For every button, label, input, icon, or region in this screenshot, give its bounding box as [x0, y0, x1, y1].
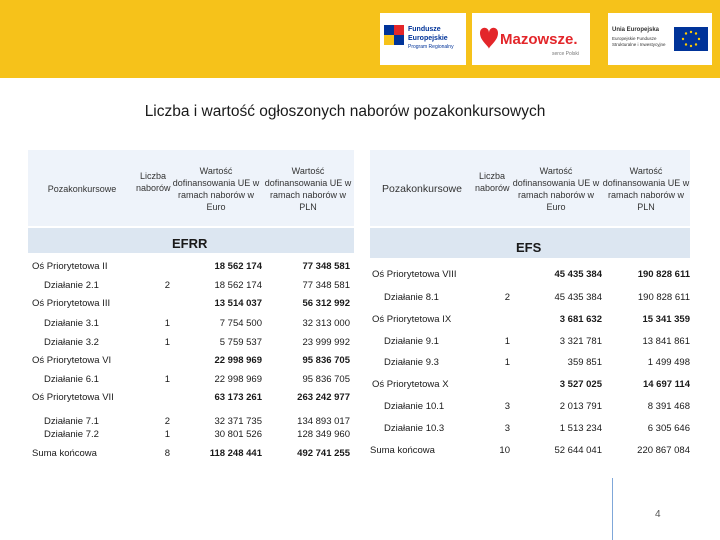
efs-row-pln: 15 341 359	[642, 314, 690, 325]
efrr-header-euro: Wartość dofinansowania UE w ramach naborów w Euro	[172, 166, 260, 212]
efrr-row-pln: 95 836 705	[302, 374, 350, 385]
efs-row-name: Działanie 9.1	[384, 336, 439, 347]
page-number: 4	[655, 509, 661, 520]
efrr-row-euro: 18 562 174	[214, 261, 262, 272]
efs-header-euro: Wartość dofinansowania UE w ramach naborów w Euro	[512, 166, 600, 212]
efs-total-euro: 52 644 041	[554, 445, 602, 456]
efrr-header-pln: Wartość dofinansowania UE w ramach naborów w PLN	[264, 166, 352, 212]
efrr-pair-name2: Działanie 7.2	[44, 429, 99, 440]
efs-row-pln: 8 391 468	[647, 401, 690, 412]
mazowsze-subtext: serce Polski	[552, 51, 579, 57]
efs-row-pln: 13 841 861	[642, 336, 690, 347]
efrr-header-liczba: Liczba naborów	[136, 171, 171, 193]
efrr-row-count: 1	[164, 318, 170, 329]
efrr-row-euro: 22 998 969	[214, 374, 262, 385]
efs-row-name: Oś Priorytetowa X	[372, 379, 449, 390]
efrr-pair-euro1: 32 371 735	[214, 416, 262, 427]
efrr-row-name: Działanie 3.2	[44, 337, 99, 348]
efs-row-count: 2	[504, 292, 510, 303]
efrr-row-euro: 63 173 261	[214, 392, 262, 403]
efrr-pair-pln2: 128 349 960	[297, 429, 350, 440]
fe-line1: Fundusze	[408, 26, 441, 33]
efrr-row-euro: 22 998 969	[214, 355, 262, 366]
mazowsze-logo	[472, 13, 590, 65]
efrr-row-pln: 56 312 992	[302, 298, 350, 309]
fe-logo-graphic	[380, 13, 466, 65]
efs-total-pln: 220 867 084	[637, 445, 690, 456]
efs-row-count: 1	[504, 336, 510, 347]
page-title: Liczba i wartość ogłoszonych naborów pozakonkursowych	[144, 103, 546, 120]
efrr-total-euro: 118 248 441	[209, 448, 262, 459]
efrr-row-count: 1	[164, 374, 170, 385]
efrr-pair-pln1: 134 893 017	[297, 416, 350, 427]
efrr-row-pln: 95 836 705	[302, 355, 350, 366]
mazowsze-logo-graphic	[472, 13, 590, 65]
efs-row-count: 1	[504, 357, 510, 368]
efrr-row-name: Oś Priorytetowa VII	[32, 392, 114, 403]
efrr-header-first: Pozakonkursowe	[47, 184, 117, 194]
efrr-row-pln: 23 999 992	[302, 337, 350, 348]
efrr-total-count: 8	[164, 448, 170, 459]
efs-row-name: Oś Priorytetowa IX	[372, 314, 452, 325]
mazowsze-text: Mazowsze.	[500, 31, 578, 48]
eu-logo-graphic	[608, 13, 712, 65]
efs-row-name: Działanie 8.1	[384, 292, 439, 303]
eu-flag-icon	[674, 27, 708, 51]
efs-row-pln: 14 697 114	[642, 379, 690, 390]
efs-row-euro: 3 527 025	[559, 379, 602, 390]
efrr-row-pln: 77 348 581	[302, 261, 350, 272]
efrr-row-count: 2	[164, 280, 170, 291]
efrr-row-pln: 32 313 000	[302, 318, 350, 329]
efs-total-count: 10	[499, 445, 510, 456]
fe-line3: Program Regionalny	[408, 44, 454, 50]
eu-logo	[608, 13, 712, 65]
efs-row-pln: 1 499 498	[647, 357, 690, 368]
fe-logo	[380, 13, 466, 65]
efs-header-first: Pozakonkursowe	[382, 183, 462, 195]
header-bar	[0, 0, 720, 78]
efs-row-euro: 45 435 384	[554, 269, 602, 280]
efrr-row-name: Działanie 2.1	[44, 280, 99, 291]
efrr-row-euro: 7 754 500	[219, 318, 262, 329]
efrr-pair-count1: 2	[164, 416, 170, 427]
efs-band-label: EFS	[516, 240, 542, 255]
efrr-pair-count2: 1	[164, 429, 170, 440]
efrr-row-pln: 263 242 977	[297, 392, 350, 403]
efrr-row-euro: 5 759 537	[219, 337, 262, 348]
efs-row-euro: 1 513 234	[559, 423, 602, 434]
page-divider	[612, 478, 613, 540]
efrr-row-name: Oś Priorytetowa II	[32, 261, 108, 272]
efrr-pair-euro2: 30 801 526	[214, 429, 262, 440]
efs-row-pln: 6 305 646	[647, 423, 690, 434]
efrr-row-euro: 13 514 037	[214, 298, 262, 309]
efs-row-euro: 3 681 632	[559, 314, 602, 325]
efs-header-pln: Wartość dofinansowania UE w ramach naborów w PLN	[602, 166, 690, 212]
efrr-row-name: Działanie 6.1	[44, 374, 99, 385]
efrr-total-pln: 492 741 255	[297, 448, 350, 459]
efs-row-euro: 2 013 791	[559, 401, 602, 412]
efs-row-euro: 3 321 781	[559, 336, 602, 347]
efs-row-name: Działanie 9.3	[384, 357, 439, 368]
efrr-row-count: 1	[164, 337, 170, 348]
eu-line1: Unia Europejska	[612, 27, 660, 33]
efrr-total-name: Suma końcowa	[32, 448, 97, 459]
eu-line3: Strukturalne i Inwestycyjne	[612, 42, 666, 47]
efrr-row-name: Oś Priorytetowa III	[32, 298, 111, 309]
fe-line2: Europejskie	[408, 35, 448, 42]
efs-total-name: Suma końcowa	[370, 445, 435, 456]
efrr-row-name: Oś Priorytetowa VI	[32, 355, 112, 366]
efrr-band-label: EFRR	[172, 236, 208, 251]
efs-row-pln: 190 828 611	[637, 269, 690, 280]
efs-header-liczba: Liczba naborów	[475, 171, 510, 193]
efs-row-count: 3	[504, 423, 510, 434]
eu-line2: Europejskie Fundusze	[612, 36, 657, 41]
efs-row-name: Działanie 10.3	[384, 423, 445, 434]
efs-row-euro: 359 851	[567, 357, 602, 368]
efrr-row-pln: 77 348 581	[302, 280, 350, 291]
efs-row-euro: 45 435 384	[554, 292, 602, 303]
efs-row-name: Oś Priorytetowa VIII	[372, 269, 457, 280]
efrr-row-name: Działanie 3.1	[44, 318, 99, 329]
efs-row-pln: 190 828 611	[637, 292, 690, 303]
efrr-row-euro: 18 562 174	[214, 280, 262, 291]
efs-row-count: 3	[504, 401, 510, 412]
efs-row-name: Działanie 10.1	[384, 401, 445, 412]
efrr-pair-name1: Działanie 7.1	[44, 416, 99, 427]
